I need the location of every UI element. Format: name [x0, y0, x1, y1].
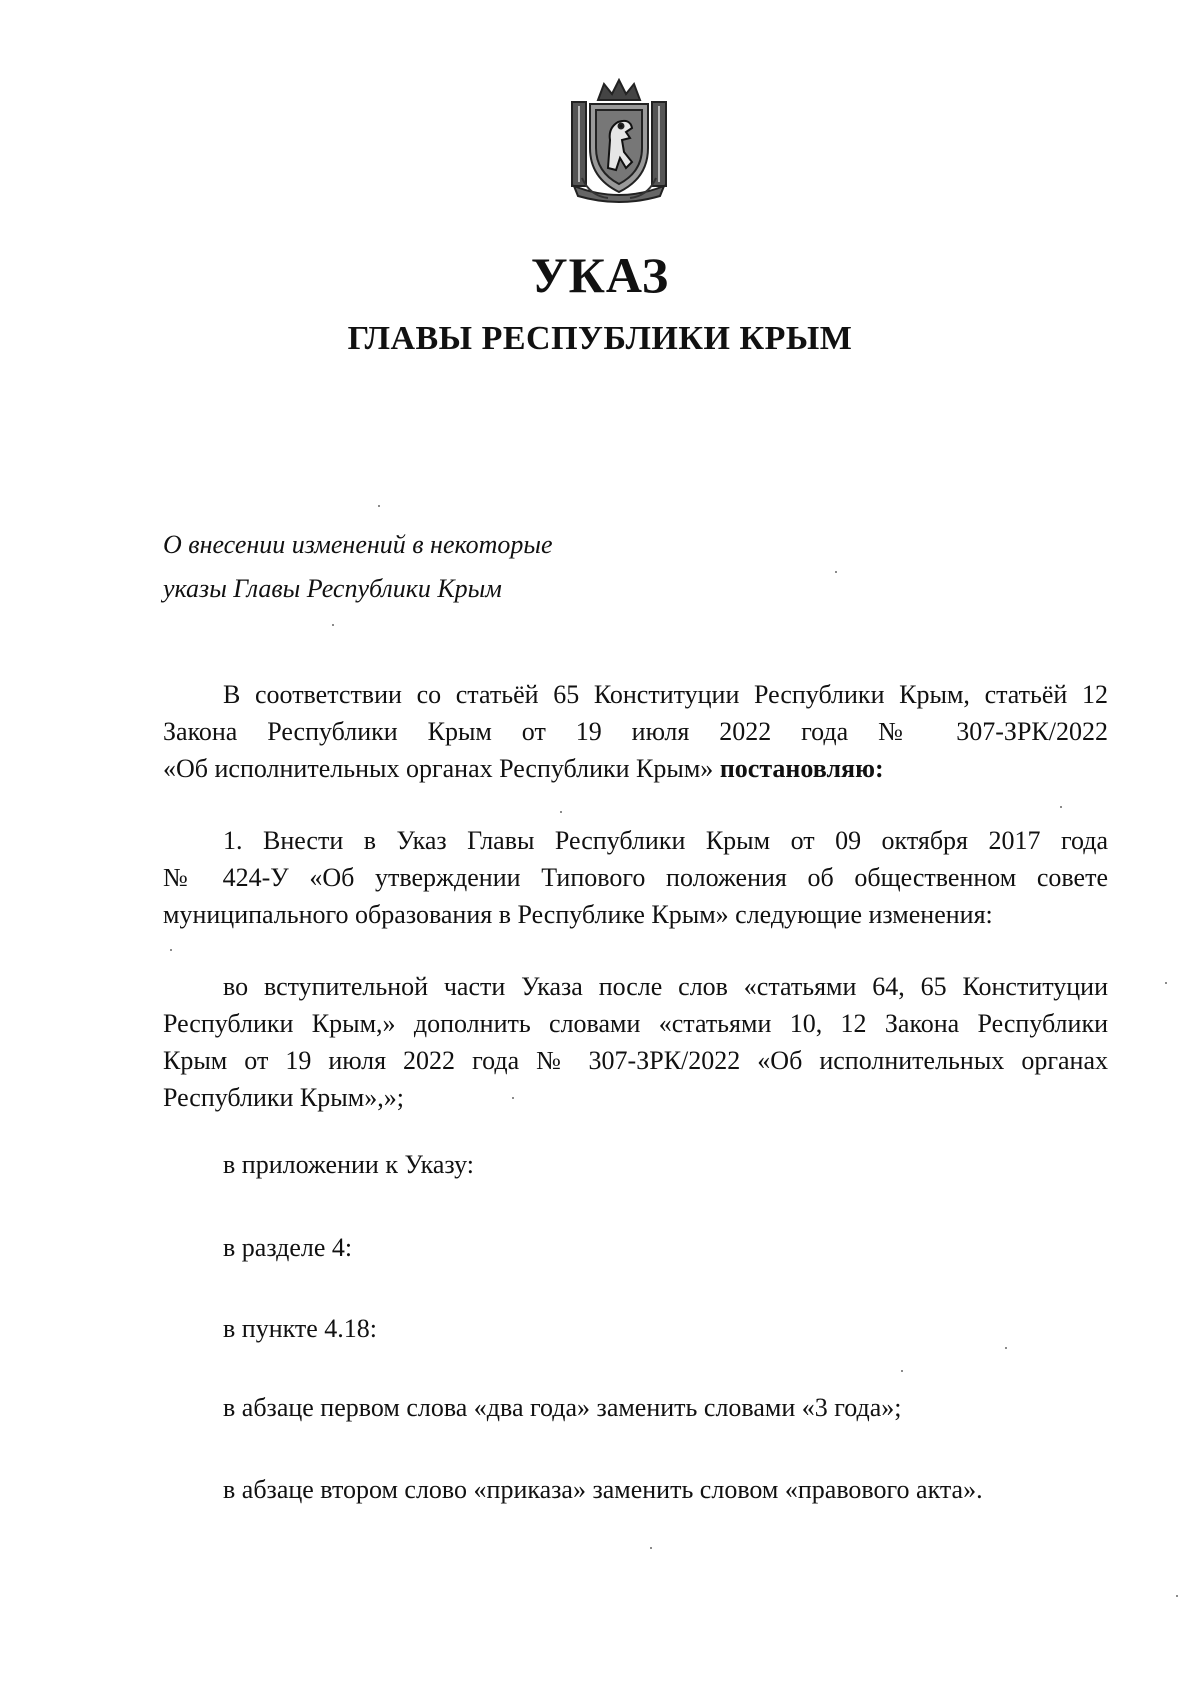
- scan-speck: [378, 505, 380, 507]
- scan-speck: [1176, 1595, 1178, 1597]
- preamble-line-1: В соответствии со статьёй 65 Конституции Республики Крым, статьёй 12: [223, 680, 1108, 709]
- preamble-line-3: [163, 750, 1108, 787]
- scan-speck: [835, 571, 837, 573]
- scan-speck: [650, 1547, 652, 1549]
- document-subject: [163, 523, 553, 611]
- change-1-line-4: Республики Крым»,»;: [163, 1083, 404, 1112]
- scan-speck: [170, 949, 172, 951]
- change-1-line-3: Крым от 19 июля 2022 года № 307-ЗРК/2022 «Об исполнительных органах: [163, 1046, 1108, 1075]
- scan-speck: [1005, 1347, 1007, 1349]
- scan-speck: [332, 624, 334, 626]
- item-1-paragraph: [163, 822, 1108, 933]
- decree-keyword: постановляю:: [719, 754, 884, 783]
- scan-speck: [1165, 982, 1167, 984]
- item-1-line-3: муниципального образования в Республике Крым» следующие изменения:: [163, 900, 993, 929]
- appendix-line: в приложении к Указу:: [223, 1150, 474, 1179]
- section-line: в разделе 4:: [223, 1233, 353, 1262]
- paragraph-1-change-line: в абзаце первом слова «два года» заменить словами «3 года»;: [223, 1393, 902, 1422]
- document-subtitle: ГЛАВЫ РЕСПУБЛИКИ КРЫМ: [347, 320, 853, 357]
- scan-speck: [560, 811, 562, 813]
- scan-speck: [901, 1370, 903, 1372]
- crimea-coat-of-arms-emblem: [568, 78, 670, 206]
- item-1-line-2: № 424-У «Об утверждении Типового положения об общественном совете: [163, 863, 1108, 892]
- scan-speck: [512, 1097, 514, 1099]
- document-title: УКАЗ: [530, 247, 670, 303]
- preamble-line-3-text: «Об исполнительных органах Республики Крым»: [163, 754, 714, 783]
- change-1-paragraph: [163, 968, 1108, 1116]
- change-1-line-1: во вступительной части Указа после слов «статьями 64, 65 Конституции: [223, 972, 1108, 1001]
- subject-line-1: О внесении изменений в некоторые: [163, 530, 553, 559]
- scan-speck: [1060, 806, 1062, 808]
- change-1-line-2: Республики Крым,» дополнить словами «статьями 10, 12 Закона Республики: [163, 1009, 1108, 1038]
- preamble-paragraph: [163, 676, 1108, 787]
- item-1-line-1: 1. Внести в Указ Главы Республики Крым от 09 октября 2017 года: [223, 826, 1108, 855]
- paragraph-2-change-line: в абзаце втором слово «приказа» заменить словом «правового акта».: [223, 1475, 983, 1504]
- subject-line-2: указы Главы Республики Крым: [163, 574, 502, 603]
- point-line: в пункте 4.18:: [223, 1314, 378, 1343]
- preamble-line-2: Закона Республики Крым от 19 июля 2022 года № 307-ЗРК/2022: [163, 717, 1108, 746]
